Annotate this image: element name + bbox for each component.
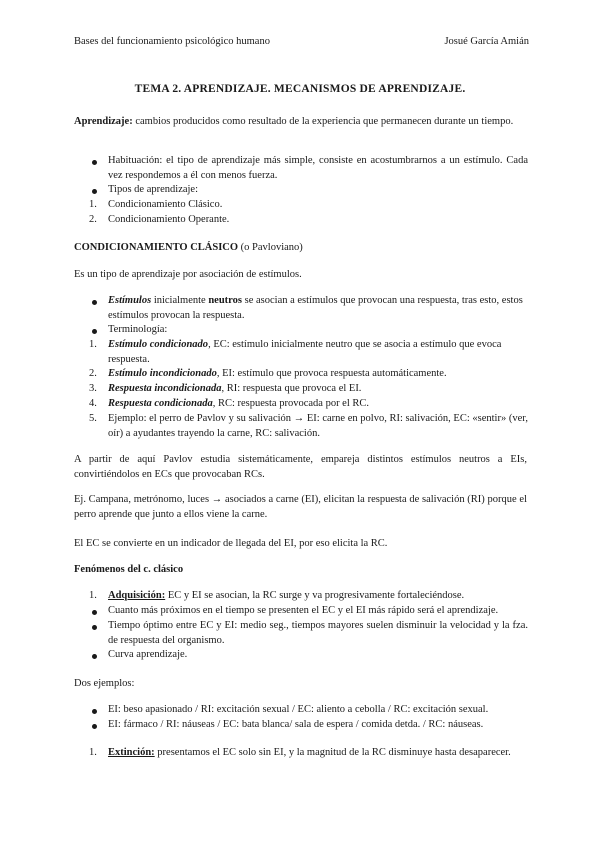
text-fragment: se asocian a estímulos que provocan una respuesta, tras esto, estos estímulos provocan la respuesta.: [108, 295, 523, 321]
text-fragment: , RC: respuesta provocada por el RC.: [212, 398, 370, 409]
text-fragment: , EC: estímulo inicialmente neutro que se asocia a estímulo que evoca respuesta.: [108, 339, 502, 365]
paragraph-indicator: El EC se convierte en un indicador de llegada del EI, por eso elicita la RC.: [74, 538, 388, 549]
header-course: Bases del funcionamiento psicológico humano: [74, 36, 270, 47]
list-number: 1.: [89, 590, 97, 601]
list-number: 2.: [89, 214, 97, 225]
term-ri: Respuesta incondicionada: [108, 383, 222, 394]
bullet-icon: [92, 160, 97, 165]
section-intro: Es un tipo de aprendizaje por asociación de estímulos.: [74, 269, 302, 280]
term-ei: Estímulo incondicionado: [108, 368, 217, 379]
bullet-icon: [92, 329, 97, 334]
text-fragment: presentamos el EC solo sin EI, y la magnitud de la RC disminuye hasta desaparecer.: [154, 747, 511, 758]
list-number: 3.: [89, 383, 97, 394]
list-item-tipos: Tipos de aprendizaje:: [108, 184, 199, 195]
header-author: Josué García Amián: [444, 36, 529, 47]
list-item-terminologia: Terminología:: [108, 324, 168, 335]
term-extincion: Extinción:: [108, 747, 155, 758]
bullet-icon: [92, 300, 97, 305]
list-number: 4.: [89, 398, 97, 409]
bullet-icon: [92, 709, 97, 714]
list-number: 5.: [89, 413, 97, 424]
list-item-clasico: Condicionamiento Clásico.: [108, 199, 223, 210]
term-adquisicion: Adquisición:: [108, 590, 166, 601]
definition-paragraph: [74, 114, 527, 129]
bullet-icon: [92, 654, 97, 659]
section-heading-text: CONDICIONAMIENTO CLÁSICO: [74, 242, 239, 253]
text-fragment: , RI: respuesta que provoca el EI.: [221, 383, 362, 394]
paragraph-pavlov: A partir de aquí Pavlov estudia sistemáticamente, empareja distintos estímulos neutros a EIs, convirtiéndolos en ECs que provocaban RCs.: [74, 454, 527, 480]
bullet-icon: [92, 189, 97, 194]
list-item-operante: Condicionamiento Operante.: [108, 214, 230, 225]
list-number: 1.: [89, 747, 97, 758]
list-number: 1.: [89, 339, 97, 350]
list-number: 1.: [89, 199, 97, 210]
list-number: 2.: [89, 368, 97, 379]
list-item-example-2: EI: fármaco / RI: náuseas / EC: bata blanca/ sala de espera / comida detda. / RC: náuseas.: [108, 719, 484, 730]
list-item-estimulos: [108, 294, 528, 323]
term-ec: Estímulo condicionado: [108, 339, 209, 350]
list-item-example-1: EI: beso apasionado / RI: excitación sexual / EC: aliento a cebolla / RC: excitación sexual.: [108, 704, 489, 715]
term-estimulos: Estímulos: [108, 295, 152, 306]
bullet-icon: [92, 724, 97, 729]
subsection-heading: Fenómenos del c. clásico: [74, 564, 184, 575]
definition-term: Aprendizaje:: [74, 116, 133, 127]
list-item-adquisicion: [108, 589, 528, 604]
page-title: TEMA 2. APRENDIZAJE. MECANISMOS DE APRENDIZAJE.: [134, 83, 466, 95]
list-item-curva: Curva aprendizaje.: [108, 649, 188, 660]
list-item-ec: [108, 338, 528, 367]
definition-text: cambios producidos como resultado de la experiencia que permanecen durante un tiempo.: [132, 116, 514, 127]
term-neutros: neutros: [208, 295, 242, 306]
section-heading: [74, 240, 527, 255]
term-rc: Respuesta condicionada: [108, 398, 213, 409]
examples-intro: Dos ejemplos:: [74, 678, 135, 689]
paragraph-example: Ej. Campana, metrónomo, luces → asociados a carne (EI), elicitan la respuesta de salivación (RI) porque el perro aprende que junto a ellos viene la carne.: [74, 494, 527, 520]
section-heading-suffix: (o Pavloviano): [238, 242, 303, 253]
text-fragment: , EI: estímulo que provoca respuesta automáticamente.: [216, 368, 447, 379]
list-item-habituacion: Habituación: el tipo de aprendizaje más simple, consiste en acostumbrarnos a un estímulo. Cada vez respondemos a él con menos fuerza.: [108, 155, 528, 181]
list-item-ejemplo: Ejemplo: el perro de Pavlov y su salivación → EI: carne en polvo, RI: salivación, EC: «sentir» (ver, oír) a ayudantes trayendo la carne, RC: salivación.: [108, 413, 528, 439]
list-item-extincion: [108, 746, 528, 761]
list-item-tiempo: Tiempo óptimo entre EC y EI: medio seg., tiempos mayores suelen disminuir la velocidad y la fza. de respuesta del organismo.: [108, 620, 528, 646]
text-fragment: EC y EI se asocian, la RC surge y va progresivamente fortaleciéndose.: [165, 590, 465, 601]
list-item-ri: [108, 382, 528, 397]
list-item-ei: [108, 367, 528, 382]
list-item-proximidad: Cuanto más próximos en el tiempo se presenten el EC y el EI más rápido será el aprendizaje.: [108, 605, 499, 616]
list-item-rc: [108, 397, 528, 412]
bullet-icon: [92, 610, 97, 615]
bullet-icon: [92, 625, 97, 630]
text-fragment: inicialmente: [151, 295, 209, 306]
